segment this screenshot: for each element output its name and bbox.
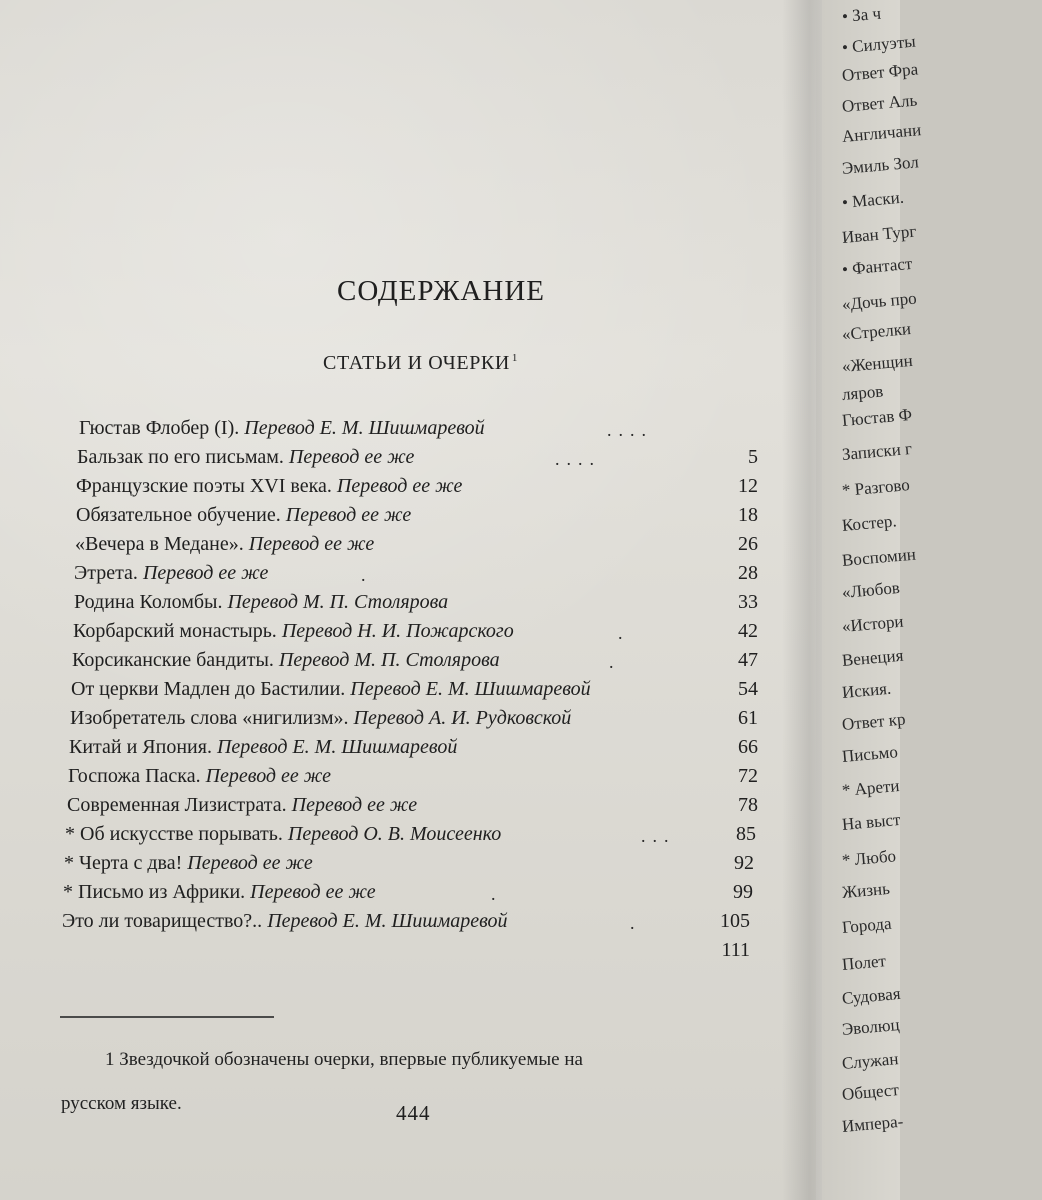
toc-page-number: 66 xyxy=(738,736,758,758)
right-page-edge xyxy=(822,0,922,1200)
right-page-fragment: Англичани xyxy=(841,120,922,146)
toc-entry-title: Корбарский монастырь. xyxy=(73,620,282,642)
toc-line xyxy=(0,644,780,676)
toc-page-number: 28 xyxy=(738,562,758,584)
toc-line xyxy=(0,441,780,473)
right-page-fragment: * Арети xyxy=(841,776,901,800)
toc-entry-text xyxy=(70,702,571,734)
toc-entry-translator: Перевод Е. М. Шишмаревой xyxy=(216,736,458,758)
right-page-fragment: • Фантаст xyxy=(841,253,913,279)
right-page-fragment: Иския. xyxy=(841,678,892,702)
toc-line xyxy=(0,934,780,966)
right-page-fragment: Письмо xyxy=(841,742,899,766)
toc-entry-translator: Перевод ее же xyxy=(205,765,332,787)
footnote-line-1: 1 Звездочкой обозначены очерки, впервые публикуемые на xyxy=(105,1049,583,1070)
toc-page-number: 26 xyxy=(738,533,758,555)
toc-entry-text xyxy=(76,470,462,502)
toc-page-number: 92 xyxy=(734,852,754,874)
toc-entry-text xyxy=(76,499,411,531)
toc-line xyxy=(0,876,780,908)
toc-page-number: 105 xyxy=(720,910,750,932)
toc-entry-translator: Перевод ее же xyxy=(250,881,376,903)
toc-entry-text xyxy=(63,876,376,908)
right-page-fragment: Ответ Аль xyxy=(841,90,918,116)
toc-entry-text xyxy=(65,818,501,850)
toc-entry-translator: Перевод ее же xyxy=(248,533,375,555)
section-title-text: СТАТЬИ И ОЧЕРКИ xyxy=(323,352,510,374)
right-page-fragment: Полет xyxy=(841,951,887,974)
toc-leader-dots: . xyxy=(361,565,373,585)
toc-entry-title: * Черта с два! xyxy=(64,852,188,874)
toc-entry-title: От церкви Мадлен до Бастилии. xyxy=(71,678,351,700)
toc-entry-translator: Перевод ее же xyxy=(285,504,412,526)
toc-leader-dots: .... xyxy=(555,449,601,469)
toc-leader-dots: ... xyxy=(641,826,676,846)
right-page-fragment: Записки г xyxy=(841,438,913,464)
right-page-fragment: Импера- xyxy=(841,1111,904,1136)
toc-line xyxy=(0,557,780,589)
toc-entry-translator: Перевод Н. И. Пожарского xyxy=(281,620,514,642)
right-page-fragment: Ответ Фра xyxy=(841,59,919,85)
right-page-fragment: На выст xyxy=(841,809,902,834)
section-title xyxy=(323,352,518,375)
toc-entry-text xyxy=(69,731,457,763)
toc-page-number: 78 xyxy=(738,794,758,816)
toc-entry-translator: Перевод ее же xyxy=(142,562,269,584)
toc-leader-dots: . xyxy=(630,913,642,933)
right-page-fragment: Воспомин xyxy=(841,544,917,570)
right-page-fragment: Иван Тург xyxy=(841,221,918,247)
toc-page-number: 47 xyxy=(738,649,758,671)
toc-line xyxy=(0,731,780,763)
right-page-fragment: * Любо xyxy=(841,846,897,870)
right-page-fragment: «Истори xyxy=(841,611,905,636)
toc-entry-text xyxy=(73,615,514,647)
toc-page-number: 61 xyxy=(738,707,758,729)
toc-page-number: 85 xyxy=(736,823,756,845)
toc-page-number: 12 xyxy=(738,475,758,497)
toc-entry-title: * Письмо из Африки. xyxy=(63,881,251,903)
toc-entry-text xyxy=(62,905,508,937)
toc-entry-text xyxy=(64,847,313,879)
toc-entry-text xyxy=(67,789,417,821)
toc-entry-translator: Перевод ее же xyxy=(336,475,463,497)
toc-entry-title: Родина Коломбы. xyxy=(74,591,228,613)
toc-entry-title: Этрета. xyxy=(74,562,143,584)
toc-line xyxy=(0,412,780,444)
right-page-fragment: Эмиль Зол xyxy=(841,152,920,178)
toc-entry-title: Госпожа Паска. xyxy=(68,765,206,787)
toc-entry-translator: Перевод Е. М. Шишмаревой xyxy=(350,678,591,700)
toc-entry-title: Изобретатель слова «нигилизм». xyxy=(70,707,354,729)
toc-page-number: 18 xyxy=(738,504,758,526)
toc-leader-dots: . xyxy=(618,623,630,643)
toc-line xyxy=(0,702,780,734)
toc-entry-translator: Перевод ее же xyxy=(288,446,415,468)
toc-entry-title: Гюстав Флобер (I). xyxy=(79,417,245,439)
right-page-fragment: «Стрелки xyxy=(841,319,912,344)
right-page-fragment: • Силуэты xyxy=(841,31,917,57)
toc-entry-translator: Перевод Е. М. Шишмаревой xyxy=(267,910,508,932)
toc-entry-translator: Перевод О. В. Моисеенко xyxy=(287,823,502,845)
footnote-line-2: русском языке. xyxy=(61,1093,182,1114)
toc-line xyxy=(0,760,780,792)
toc-leader-dots: .... xyxy=(607,420,653,440)
toc-line xyxy=(0,905,780,937)
toc-entry-title: Корсиканские бандиты. xyxy=(72,649,279,671)
right-page-fragment: Венеция xyxy=(841,645,905,670)
toc-entry-translator: Перевод Е. М. Шишмаревой xyxy=(244,417,485,439)
toc-entry-text xyxy=(75,528,374,560)
toc-entry-text xyxy=(77,441,414,473)
toc-line xyxy=(0,528,780,560)
toc-line xyxy=(0,789,780,821)
right-page-fragment: Города xyxy=(841,913,893,937)
right-page-fragment: * Разгово xyxy=(841,475,911,500)
right-page-fragment: Ответ кр xyxy=(841,709,907,734)
toc-page-number: 42 xyxy=(738,620,758,642)
toc-entry-translator: Перевод ее же xyxy=(187,852,313,874)
toc-entry-title: «Вечера в Медане». xyxy=(75,533,249,555)
contents-title: СОДЕРЖАНИЕ xyxy=(337,275,545,307)
right-page-fragment: • За ч xyxy=(841,3,882,26)
toc-line xyxy=(0,586,780,618)
toc-line xyxy=(0,499,780,531)
right-page-fragment: • Маски. xyxy=(841,187,905,212)
right-page-fragment: Эволюц xyxy=(841,1015,901,1039)
page-number: 444 xyxy=(396,1101,431,1125)
toc-entry-translator: Перевод А. И. Рудковской xyxy=(353,707,572,729)
toc-page-number: 99 xyxy=(733,881,753,903)
toc-page-number: 54 xyxy=(738,678,758,700)
toc-entry-text xyxy=(74,557,268,589)
right-page-fragment: Костер. xyxy=(841,511,898,535)
toc-line xyxy=(0,470,780,502)
toc-entry-text xyxy=(68,760,331,792)
toc-line xyxy=(0,818,780,850)
toc-entry-translator: Перевод М. П. Столярова xyxy=(227,591,449,613)
toc-entry-title: Это ли товарищество?.. xyxy=(62,910,268,932)
toc-entry-title: Французские поэты XVI века. xyxy=(76,475,337,497)
toc-page-number: 111 xyxy=(721,939,750,961)
toc-leader-dots: . xyxy=(609,652,621,672)
toc-entry-translator: Перевод ее же xyxy=(291,794,418,816)
toc-page-number: 72 xyxy=(738,765,758,787)
right-page-fragment: Судовая xyxy=(841,983,902,1008)
toc-entry-text xyxy=(72,644,500,676)
toc-entry-text xyxy=(79,412,485,444)
right-page-fragment: Жизнь xyxy=(841,878,891,902)
right-page-fragment: «Дочь про xyxy=(841,288,918,314)
toc-entry-text xyxy=(74,586,448,618)
right-page-fragment: «Любов xyxy=(841,577,901,602)
right-page-fragment: «Женщин xyxy=(841,350,914,376)
right-page-fragment: Гюстав Ф xyxy=(841,404,913,430)
right-page-fragment: ляров xyxy=(841,381,885,404)
toc-entry-title: Китай и Япония. xyxy=(69,736,217,758)
toc-entry-text xyxy=(71,673,591,705)
footnote-marker: 1 xyxy=(511,352,519,365)
toc-line xyxy=(0,673,780,705)
footnote-separator xyxy=(60,1016,274,1018)
toc-entry-title: Обязательное обучение. xyxy=(76,504,286,526)
toc-entry-title: Бальзак по его письмам. xyxy=(77,446,289,468)
toc-entry-title: * Об искусстве порывать. xyxy=(65,823,288,845)
right-page-fragment: Общест xyxy=(841,1080,900,1104)
toc-entry-title: Современная Лизистрата. xyxy=(67,794,292,816)
toc-line xyxy=(0,847,780,879)
toc-leader-dots: . xyxy=(491,884,503,904)
toc-entry-translator: Перевод М. П. Столярова xyxy=(278,649,500,671)
right-page-fragment: Служан xyxy=(841,1049,900,1073)
toc-line xyxy=(0,615,780,647)
toc-page-number: 5 xyxy=(748,446,758,468)
toc-page-number: 33 xyxy=(738,591,758,613)
